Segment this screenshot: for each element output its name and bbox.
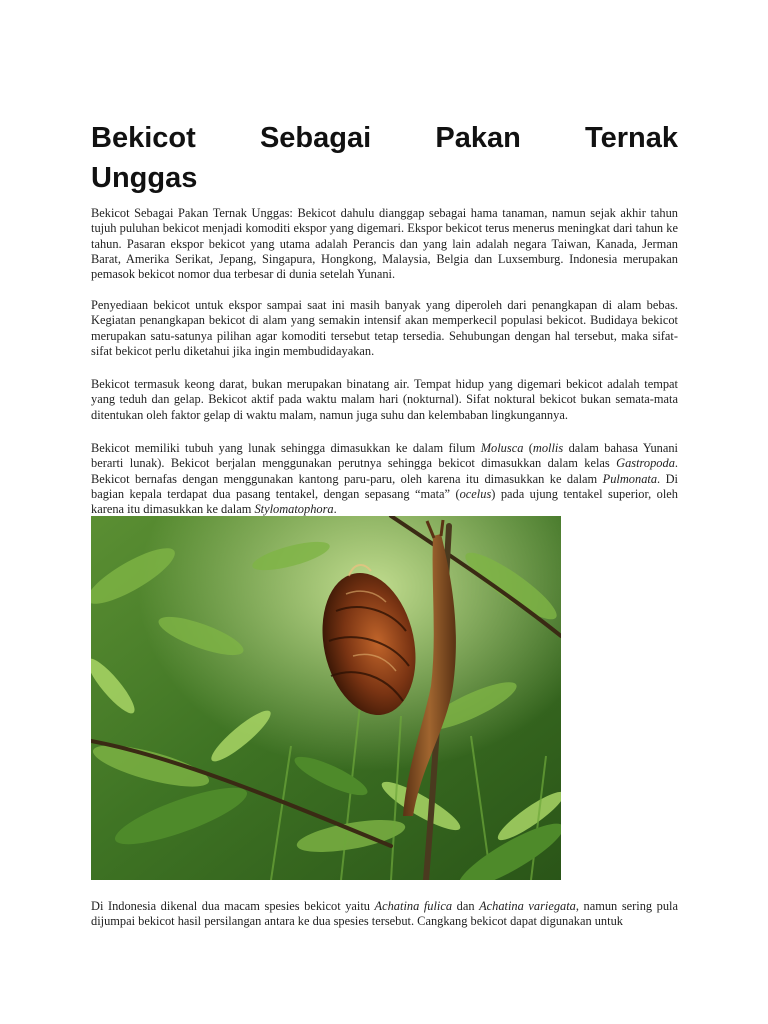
- p4-term-gastropoda: Gastropoda: [616, 456, 675, 471]
- paragraph-1: Bekicot Sebagai Pakan Ternak Unggas: Bekicot dahulu dianggap sebagai hama tanaman, namun sejak akhir tahun tujuh puluhan bekicot menjadi komoditi ekspor yang digemari. Ekspor bekicot terus menerus meningkat dari tahun ke tahun. Pasaran ekspor bekicot yang utama adalah Perancis dan yang lain adalah negara Taiwan, Kanada, Jerman Barat, Amerika Serikat, Jepang, Singapura, Hongkong, Malaysia, Belgia dan Luxsemburg. Indonesia merupakan pemasok bekicot nomor dua terbesar di dunia setelah Yunani.: [91, 206, 678, 282]
- paragraph-4: [91, 441, 678, 517]
- p4-term-molusca: Molusca: [480, 441, 524, 455]
- p4-text-5: . Di bagian kepala terdapat dua pasang tentakel, dengan sepasang “mata” (: [91, 471, 678, 501]
- p4-term-stylomatophora: Stylomatophora: [254, 502, 334, 517]
- title-line-2: Unggas: [91, 162, 198, 194]
- p4-text-3: dalam bahasa Yunani berarti lunak). Bekicot berjalan menggunakan perutnya sehingga bekicot dimasukkan dalam kelas: [91, 441, 678, 471]
- p4-term-mollis: mollis: [532, 441, 564, 455]
- p4-text-2: (: [523, 441, 533, 455]
- paragraph-3: Bekicot termasuk keong darat, bukan merupakan binatang air. Tempat hidup yang digemari bekicot adalah tempat yang teduh dan gelap. Bekicot aktif pada waktu malam hari (nokturnal). Sifat noktural bekicot bukan semata-mata ditentukan oleh faktor gelap di waktu malam, namun juga suhu dan kelembaban lingkungannya.: [91, 377, 678, 422]
- p4-text-7: .: [333, 502, 337, 517]
- paragraph-5: [91, 899, 678, 930]
- p5-term-achatina-fulica: Achatina fulica: [374, 899, 453, 913]
- p4-term-ocelus: ocelus: [459, 486, 492, 501]
- p4-term-pulmonata: Pulmonata: [602, 471, 658, 486]
- p5-text-2: dan: [452, 899, 480, 913]
- p5-term-achatina-variegata: Achatina variegata: [479, 899, 576, 913]
- p5-text-1: Di Indonesia dikenal dua macam spesies bekicot yaitu: [91, 899, 375, 913]
- p5-text-3: , namun sering pula dijumpai bekicot hasil persilangan antara ke dua spesies tersebut. Cangkang bekicot dapat digunakan untuk: [91, 899, 678, 929]
- snail-photo-illustration: [91, 516, 561, 880]
- snail-photo: [91, 516, 561, 880]
- paragraph-2: Penyediaan bekicot untuk ekspor sampai saat ini masih banyak yang diperoleh dari penangkapan di alam bebas. Kegiatan penangkapan bekicot di alam yang semakin intensif akan memperkecil populasi bekicot. Budidaya bekicot merupakan satu-satunya pilihan agar komoditi tersebut tetap tersedia. Sehubungan dengan hal tersebut, maka sifat-sifat bekicot perlu diketahui jika ingin membudidayakan.: [91, 298, 678, 358]
- p4-text-4: . Bekicot bernafas dengan menggunakan kantong paru-paru, oleh karena itu dimasukkan ke dalam: [91, 456, 678, 486]
- title-line-1: Bekicot Sebagai Pakan Ternak: [91, 122, 678, 154]
- p4-text-6: ) pada ujung tentakel superior, oleh karena itu dimasukkan ke dalam: [91, 486, 678, 517]
- p4-text-1: Bekicot memiliki tubuh yang lunak sehingga dimasukkan ke dalam filum: [91, 441, 481, 455]
- document-title: [91, 118, 678, 198]
